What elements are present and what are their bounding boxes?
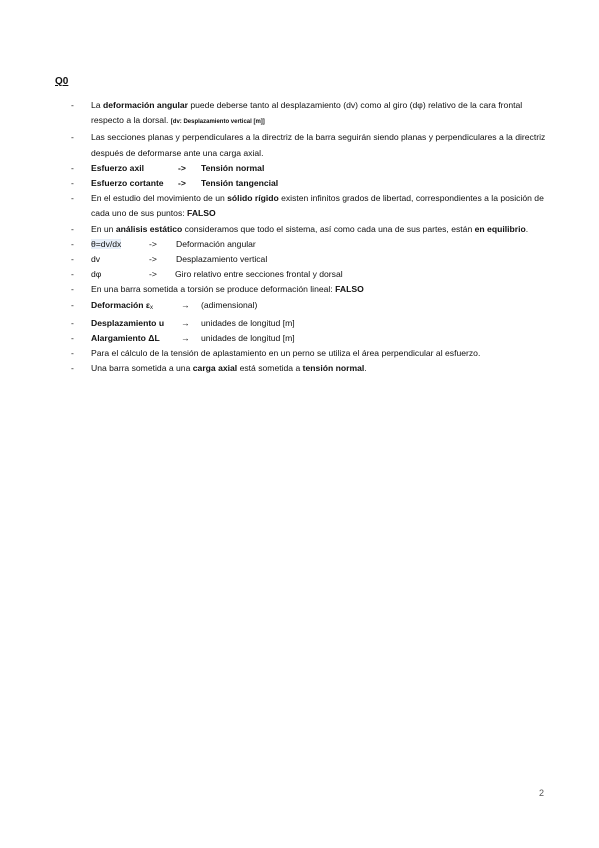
bullet-dash: - <box>71 363 74 374</box>
list-item-text: En un análisis estático consideramos que todo el sistema, así como cada una de sus partes, están en equilibrio. <box>91 223 529 234</box>
bullet-dash: - <box>71 132 74 143</box>
bullet-dash: - <box>71 100 74 110</box>
definition: Tensión normal <box>201 162 265 173</box>
term: θ=dv/dx <box>91 238 122 249</box>
arrow: -> <box>149 254 157 265</box>
definition: unidades de longitud [m] <box>201 333 295 344</box>
list-item-text: En una barra sometida a torsión se produce deformación lineal: FALSO <box>91 284 364 295</box>
arrow: → <box>181 333 190 344</box>
term: Esfuerzo axil <box>91 162 145 173</box>
section-heading: Q0 <box>55 76 69 87</box>
list-item <box>0 331 599 346</box>
list-item <box>0 191 599 221</box>
term: dv <box>91 254 101 265</box>
definition: Giro relativo entre secciones frontal y dorsal <box>175 269 343 280</box>
page-number: 2 <box>539 788 545 798</box>
list-item <box>0 98 599 130</box>
bullet-dash: - <box>71 223 74 234</box>
list-item-text: Para el cálculo de la tensión de aplastamiento en un perno se utiliza el área perpendicular al esfuerzo. <box>91 348 481 359</box>
bullet-dash: - <box>71 269 74 280</box>
definition: unidades de longitud [m] <box>201 317 295 328</box>
list-item-text: Una barra sometida a una carga axial está sometida a tensión normal. <box>91 363 367 374</box>
list-item <box>0 176 599 191</box>
list-item-text: En el estudio del movimiento de un sólido rígido existen infinitos grados de libertad, correspondientes a la posición de cada uno de sus puntos: FALSO <box>91 193 544 219</box>
bullet-dash: - <box>71 284 74 295</box>
arrow: → <box>181 317 190 328</box>
arrow: → <box>181 299 190 310</box>
arrow: -> <box>149 269 157 280</box>
list-item-text: Las secciones planas y perpendiculares a la directriz de la barra seguirán siendo planas y perpendiculares a la directriz después de deformarse ante una carga axial. <box>91 132 546 158</box>
list-item <box>0 267 599 282</box>
bullet-dash: - <box>71 348 74 359</box>
subscript: x <box>150 304 153 311</box>
definition: Deformación angular <box>176 238 256 249</box>
arrow: -> <box>178 162 186 173</box>
list-item <box>0 346 599 361</box>
inline-note: [dv: Desplazamiento vertical [m]] <box>170 119 265 126</box>
term: dφ <box>91 269 102 280</box>
definition: Tensión tangencial <box>201 178 279 189</box>
bullet-dash: - <box>71 193 74 204</box>
list-item <box>0 237 599 252</box>
list-item <box>0 222 599 237</box>
list-item <box>0 252 599 267</box>
arrow: -> <box>178 178 186 189</box>
list-item <box>0 282 599 297</box>
term: Desplazamiento u <box>91 317 165 328</box>
list-item <box>0 161 599 176</box>
bullet-dash: - <box>71 333 74 344</box>
bullet-dash: - <box>71 178 74 189</box>
definition: (adimensional) <box>201 299 258 310</box>
notes-list <box>0 98 599 377</box>
list-item <box>0 130 599 160</box>
arrow: -> <box>149 238 157 249</box>
term: Deformación ε <box>91 299 150 310</box>
list-item <box>0 298 599 316</box>
bullet-dash: - <box>71 299 74 310</box>
list-item <box>0 361 599 376</box>
list-item-text: La deformación angular puede deberse tanto al desplazamiento (dv) como al giro (dφ) relativo de la cara frontal respecto a la dorsal. [dv: Desplazamiento vertical [m]] <box>91 100 523 126</box>
bullet-dash: - <box>71 238 74 249</box>
definition: Desplazamiento vertical <box>176 254 268 265</box>
bullet-dash: - <box>71 317 74 328</box>
term: Alargamiento ΔL <box>91 333 160 344</box>
list-item <box>0 316 599 331</box>
bullet-dash: - <box>71 162 74 173</box>
term: Esfuerzo cortante <box>91 178 164 189</box>
bullet-dash: - <box>71 254 74 265</box>
